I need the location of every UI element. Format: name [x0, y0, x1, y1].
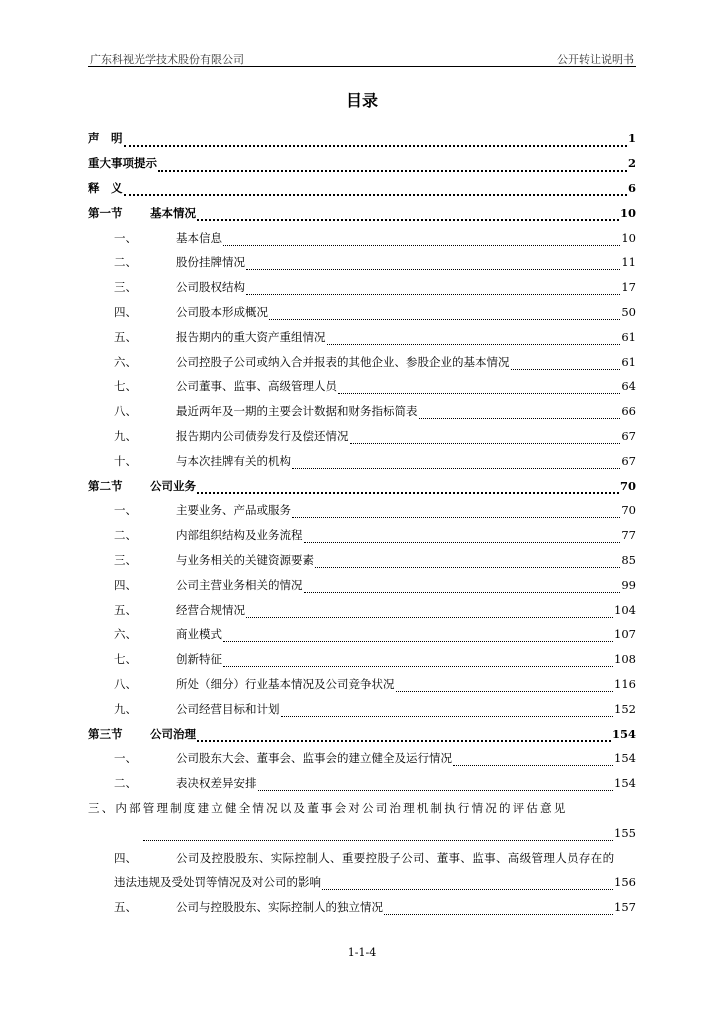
toc-entry-number: 一、 — [114, 230, 137, 245]
toc-leader-dots — [304, 531, 621, 543]
toc-entry-number: 九、 — [114, 428, 137, 443]
toc-entry-title: 最近两年及一期的主要会计数据和财务指标简表 — [176, 404, 418, 419]
toc-entry-page: 70 — [619, 478, 636, 493]
toc-entry[interactable] — [88, 399, 636, 424]
toc-entry-title: 所处（细分）行业基本情况及公司竞争状况 — [176, 676, 395, 691]
toc-entry-page: 108 — [614, 652, 636, 667]
toc-entry-page: 152 — [614, 701, 636, 716]
toc-entry-title: 三、内部管理制度建立健全情况以及董事会对公司治理机制执行情况的评估意见 — [88, 800, 568, 815]
toc-leader-dots — [223, 234, 620, 246]
toc-entry-number: 九、 — [114, 701, 137, 716]
toc-entry-page: 66 — [621, 404, 636, 419]
toc-entry-title: 基本信息 — [176, 230, 222, 245]
toc-entry-number: 七、 — [114, 652, 137, 667]
toc-entry-page: 155 — [614, 825, 636, 840]
toc-entry[interactable] — [88, 300, 636, 325]
toc-entry-page: 6 — [627, 180, 636, 195]
table-of-contents — [88, 126, 636, 920]
toc-entry-number: 第三节 — [88, 726, 123, 741]
toc-leader-dots — [292, 506, 620, 518]
toc-entry[interactable] — [88, 771, 636, 796]
toc-entry-title: 内部组织结构及业务流程 — [176, 528, 303, 543]
toc-entry-title: 违法违规及受处罚等情况及对公司的影响 — [114, 875, 321, 890]
toc-entry-title: 公司控股子公司或纳入合并报表的其他企业、参股企业的基本情况 — [176, 354, 510, 369]
toc-entry[interactable] — [88, 548, 636, 573]
toc-entry-title: 报告期内的重大资产重组情况 — [176, 329, 326, 344]
toc-entry[interactable] — [88, 151, 636, 176]
toc-leader-dots — [246, 258, 620, 270]
toc-entry[interactable] — [88, 523, 636, 548]
toc-entry-number: 二、 — [114, 528, 137, 543]
toc-leader-dots — [197, 208, 619, 221]
toc-entry-title: 公司主营业务相关的情况 — [176, 577, 303, 592]
toc-entry-title: 与业务相关的关键资源要素 — [176, 552, 314, 567]
company-name: 广东科视光学技术股份有限公司 — [90, 53, 244, 66]
toc-entry[interactable] — [88, 176, 636, 201]
toc-entry-page: 2 — [627, 156, 636, 171]
toc-entry[interactable] — [88, 796, 636, 821]
toc-entry-number: 六、 — [114, 627, 137, 642]
toc-leader-dots — [281, 705, 614, 717]
toc-entry-page: 116 — [614, 676, 636, 691]
toc-entry-page: 157 — [614, 900, 636, 915]
toc-leader-dots — [511, 358, 621, 370]
toc-entry-number: 五、 — [114, 900, 137, 915]
toc-entry-page: 99 — [621, 577, 636, 592]
toc-entry-title: 创新特征 — [176, 652, 222, 667]
toc-entry[interactable] — [88, 696, 636, 721]
toc-entry[interactable] — [88, 721, 636, 746]
toc-leader-dots — [124, 134, 627, 147]
toc-entry-page: 67 — [621, 453, 636, 468]
toc-entry-page: 50 — [621, 304, 636, 319]
toc-entry-page: 64 — [621, 379, 636, 394]
toc-entry[interactable] — [88, 374, 636, 399]
toc-entry-number: 八、 — [114, 676, 137, 691]
toc-entry-page: 154 — [614, 751, 636, 766]
toc-leader-dots — [338, 382, 620, 394]
toc-entry-number: 五、 — [114, 329, 137, 344]
toc-entry-page: 156 — [614, 875, 636, 890]
toc-entry-title: 股份挂牌情况 — [176, 255, 245, 270]
toc-leader-dots — [315, 556, 620, 568]
toc-entry-title: 公司及控股股东、实际控制人、重要控股子公司、董事、监事、高级管理人员存在的 — [176, 850, 615, 865]
toc-leader-dots — [322, 878, 613, 890]
toc-entry[interactable] — [88, 275, 636, 300]
toc-entry-page: 61 — [621, 354, 636, 369]
toc-leader-dots — [327, 333, 621, 345]
toc-entry[interactable] — [88, 225, 636, 250]
toc-entry[interactable] — [88, 870, 636, 895]
toc-leader-dots — [197, 729, 611, 742]
toc-entry[interactable] — [88, 349, 636, 374]
toc-leader-dots — [269, 308, 620, 320]
toc-entry-number: 一、 — [114, 503, 137, 518]
toc-entry[interactable] — [88, 746, 636, 771]
toc-entry-number: 三、 — [114, 280, 137, 295]
toc-entry-number: 六、 — [114, 354, 137, 369]
toc-entry-page: 17 — [621, 280, 636, 295]
toc-entry-title: 声 明 — [88, 131, 123, 146]
toc-leader-dots — [453, 754, 613, 766]
toc-entry-page: 104 — [614, 602, 636, 617]
toc-entry[interactable] — [88, 820, 636, 845]
toc-entry-title: 公司经营目标和计划 — [176, 701, 280, 716]
toc-leader-dots — [124, 183, 627, 196]
toc-entry[interactable] — [88, 498, 636, 523]
toc-entry[interactable] — [88, 572, 636, 597]
toc-entry[interactable] — [88, 473, 636, 498]
toc-entry-page: 10 — [619, 205, 636, 220]
toc-entry-page: 10 — [621, 230, 636, 245]
toc-entry-page: 85 — [621, 552, 636, 567]
page-header — [88, 50, 636, 67]
toc-leader-dots — [143, 829, 613, 841]
toc-entry-page: 67 — [621, 428, 636, 443]
toc-entry-title: 表决权差异安排 — [176, 776, 257, 791]
toc-entry-title: 主要业务、产品或服务 — [176, 503, 291, 518]
toc-entry[interactable] — [88, 448, 636, 473]
toc-entry[interactable] — [88, 250, 636, 275]
toc-entry-title: 基本情况 — [150, 205, 196, 220]
toc-entry-page: 107 — [614, 627, 636, 642]
toc-entry-number: 四、 — [114, 577, 137, 592]
page-title: 目录 — [345, 91, 378, 110]
toc-entry[interactable] — [88, 845, 636, 870]
toc-entry-number: 二、 — [114, 255, 137, 270]
toc-entry-title: 与本次挂牌有关的机构 — [176, 453, 291, 468]
toc-entry[interactable] — [88, 895, 636, 920]
toc-entry-page: 154 — [614, 776, 636, 791]
toc-entry-title: 释 义 — [88, 180, 123, 195]
toc-leader-dots — [304, 581, 621, 593]
toc-entry-title: 商业模式 — [176, 627, 222, 642]
toc-entry-title: 重大事项提示 — [88, 156, 157, 171]
toc-entry-page: 77 — [621, 528, 636, 543]
toc-entry-title: 公司治理 — [150, 726, 196, 741]
toc-entry-page: 1 — [627, 131, 636, 146]
toc-leader-dots — [197, 481, 619, 494]
toc-leader-dots — [246, 606, 613, 618]
toc-entry-number: 第二节 — [88, 478, 123, 493]
toc-leader-dots — [223, 630, 613, 642]
toc-entry-title: 报告期内公司债券发行及偿还情况 — [176, 428, 349, 443]
toc-entry-page: 11 — [621, 255, 636, 270]
toc-leader-dots — [258, 779, 614, 791]
toc-entry-number: 三、 — [114, 552, 137, 567]
toc-entry[interactable] — [88, 324, 636, 349]
toc-leader-dots — [384, 903, 613, 915]
toc-entry-title: 公司股本形成概况 — [176, 304, 268, 319]
toc-entry[interactable] — [88, 597, 636, 622]
toc-entry[interactable] — [88, 622, 636, 647]
toc-entry-title: 公司业务 — [150, 478, 196, 493]
toc-entry[interactable] — [88, 200, 636, 225]
toc-entry-page: 154 — [611, 726, 636, 741]
toc-entry-title: 经营合规情况 — [176, 602, 245, 617]
toc-leader-dots — [350, 432, 621, 444]
toc-entry[interactable] — [88, 672, 636, 697]
toc-entry-title: 公司股东大会、董事会、监事会的建立健全及运行情况 — [176, 751, 452, 766]
toc-entry-number: 四、 — [114, 850, 137, 865]
toc-entry-page: 70 — [621, 503, 636, 518]
toc-leader-dots — [292, 457, 620, 469]
toc-entry-page: 61 — [621, 329, 636, 344]
toc-leader-dots — [223, 655, 613, 667]
toc-entry-number: 七、 — [114, 379, 137, 394]
toc-leader-dots — [246, 283, 620, 295]
document-name: 公开转让说明书 — [557, 53, 634, 66]
toc-entry-number: 十、 — [114, 453, 137, 468]
page-number: 1-1-4 — [347, 946, 377, 959]
toc-entry[interactable] — [88, 126, 636, 151]
toc-leader-dots — [158, 159, 627, 172]
toc-entry-title: 公司董事、监事、高级管理人员 — [176, 379, 337, 394]
toc-entry-number: 八、 — [114, 404, 137, 419]
toc-entry-number: 二、 — [114, 776, 137, 791]
toc-entry-number: 五、 — [114, 602, 137, 617]
toc-entry-number: 一、 — [114, 751, 137, 766]
toc-entry-title: 公司与控股股东、实际控制人的独立情况 — [176, 900, 383, 915]
toc-entry-title: 公司股权结构 — [176, 280, 245, 295]
toc-entry[interactable] — [88, 424, 636, 449]
toc-leader-dots — [396, 680, 614, 692]
toc-entry-number: 四、 — [114, 304, 137, 319]
toc-leader-dots — [419, 407, 621, 419]
toc-entry-number: 第一节 — [88, 205, 123, 220]
toc-entry[interactable] — [88, 647, 636, 672]
